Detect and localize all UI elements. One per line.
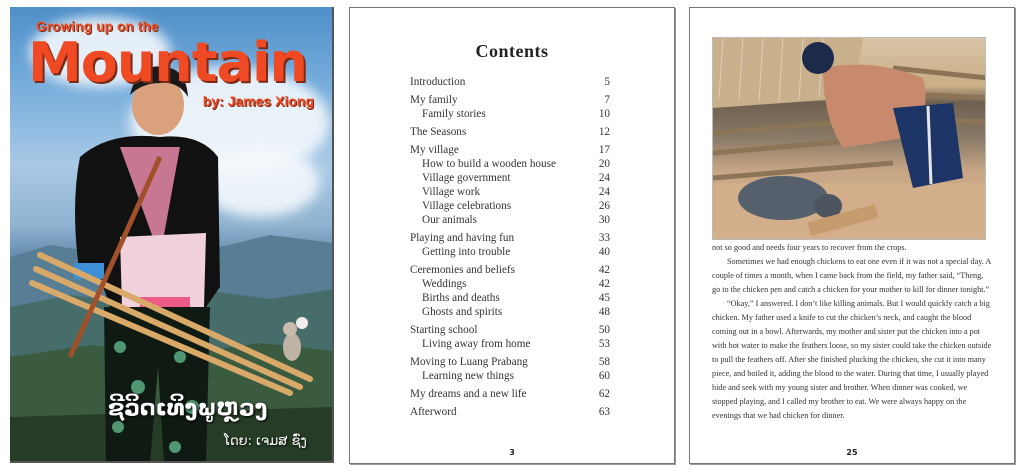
- toc-label: Playing and having fun: [410, 232, 515, 244]
- story-text: [712, 241, 992, 423]
- toc-label: Introduction: [410, 76, 466, 88]
- toc-page-number: 12: [598, 126, 610, 138]
- cover-lao-title: ຊີວິດເທິງພູຫຼວງ: [108, 396, 268, 421]
- toc-subentry[interactable]: [410, 369, 610, 383]
- toc-subentry[interactable]: [410, 185, 610, 199]
- toc-subentry[interactable]: [410, 199, 610, 213]
- toc-label: How to build a wooden house: [422, 158, 556, 170]
- toc-group: [410, 405, 610, 419]
- toc-group: [410, 125, 610, 139]
- toc-page-number: 17: [598, 144, 610, 156]
- toc-page-number: 42: [598, 278, 610, 290]
- story-paragraph: “Okay,” I answered. I don’t like killing animals. But I would quickly catch a big chicken. My father used a knife to cut the chicken’s neck, and caught the blood coming out in a bowl. Afterwards, my mother and sister put the chicken into a pot with hot water to make the feathers loose, so my sister could take the chicken outside to pull the feathers off. After she finished plucking the chicken, she cut it into many piece, and boiled it, adding the blood to the water. During that time, I usually played hide and seek with my young sister and brother. When dinner was cooked, we stopped playing, and I called my brother to eat. We were always happy on the evenings that we had chicken for dinner.: [712, 299, 992, 420]
- toc-label: My dreams and a new life: [410, 388, 527, 400]
- contents-heading: Contents: [475, 41, 549, 61]
- toc-page-number: 7: [604, 94, 610, 106]
- toc-page-number: 48: [598, 306, 610, 318]
- toc-entry[interactable]: [410, 387, 610, 401]
- toc-subentry[interactable]: [410, 291, 610, 305]
- cover-title: Mountain: [28, 31, 307, 94]
- toc-label: Our animals: [422, 214, 477, 226]
- toc-entry[interactable]: [410, 75, 610, 89]
- toc-page-number: 42: [598, 264, 610, 276]
- cover-subtitle: Growing up on the: [36, 19, 159, 34]
- page-number: 25: [846, 448, 858, 457]
- toc-subentry[interactable]: [410, 213, 610, 227]
- toc-group: [410, 75, 610, 89]
- toc-label: Living away from home: [422, 338, 531, 350]
- cover-author: by: James Xiong: [202, 93, 314, 109]
- toc-group: [410, 387, 610, 401]
- toc-page-number: 58: [598, 356, 610, 368]
- toc-entry[interactable]: [410, 263, 610, 277]
- toc-group: [410, 231, 610, 259]
- toc-label: My family: [410, 94, 458, 106]
- toc-page-number: 30: [598, 214, 610, 226]
- toc-group: [410, 93, 610, 121]
- story-paragraph: not so good and needs four years to recover from the crops.: [712, 243, 907, 252]
- toc-entry[interactable]: [410, 143, 610, 157]
- toc-page-number: 40: [598, 246, 610, 258]
- toc-page-number: 24: [598, 172, 610, 184]
- photo-scene: [713, 38, 986, 240]
- table-of-contents: [410, 75, 610, 423]
- toc-page-number: 63: [598, 406, 610, 418]
- toc-subentry[interactable]: [410, 107, 610, 121]
- story-page: [689, 7, 1015, 464]
- toc-label: My village: [410, 144, 459, 156]
- toc-label: Ghosts and spirits: [422, 306, 503, 318]
- toc-page-number: 62: [598, 388, 610, 400]
- toc-group: [410, 263, 610, 319]
- toc-subentry[interactable]: [410, 157, 610, 171]
- book-cover: [10, 7, 334, 463]
- toc-label: Births and deaths: [422, 292, 500, 304]
- toc-entry[interactable]: [410, 323, 610, 337]
- toc-subentry[interactable]: [410, 305, 610, 319]
- toc-entry[interactable]: [410, 355, 610, 369]
- story-paragraph: Sometimes we had enough chickens to eat one even if it was not a special day. A couple of times a month, when I came back from the field, my father said, “Theng, go to the chicken pen and catch a chicken for your mother to kill for dinner tonight.”: [712, 257, 991, 294]
- toc-page-number: 53: [598, 338, 610, 350]
- toc-label: Village celebrations: [422, 200, 512, 212]
- toc-page-number: 10: [598, 108, 610, 120]
- toc-page-number: 50: [598, 324, 610, 336]
- cover-lao-author: ໂດຍ: ເຈມສ ຊົ່ງ: [224, 434, 307, 449]
- toc-page-number: 20: [598, 158, 610, 170]
- toc-entry[interactable]: [410, 405, 610, 419]
- toc-group: [410, 355, 610, 383]
- photo-boy-feeding-pig: [712, 37, 986, 240]
- toc-page-number: 5: [604, 76, 610, 88]
- toc-label: The Seasons: [410, 126, 467, 138]
- toc-page-number: 26: [598, 200, 610, 212]
- toc-label: Learning new things: [422, 370, 514, 382]
- mouse-illustration: [283, 317, 308, 361]
- toc-label: Afterword: [410, 406, 457, 418]
- toc-label: Starting school: [410, 324, 478, 336]
- toc-label: Village government: [422, 172, 511, 184]
- toc-entry[interactable]: [410, 231, 610, 245]
- toc-page-number: 24: [598, 186, 610, 198]
- toc-label: Moving to Luang Prabang: [410, 356, 528, 368]
- toc-page-number: 45: [598, 292, 610, 304]
- toc-label: Village work: [422, 186, 481, 198]
- toc-label: Getting into trouble: [422, 246, 511, 258]
- toc-subentry[interactable]: [410, 337, 610, 351]
- toc-label: Family stories: [422, 108, 486, 120]
- toc-group: [410, 143, 610, 227]
- toc-label: Ceremonies and beliefs: [410, 264, 516, 276]
- toc-page-number: 33: [598, 232, 610, 244]
- toc-label: Weddings: [422, 278, 467, 290]
- toc-page-number: 60: [598, 370, 610, 382]
- toc-entry[interactable]: [410, 125, 610, 139]
- toc-subentry[interactable]: [410, 277, 610, 291]
- page-number: 3: [509, 448, 515, 457]
- contents-page: [349, 7, 675, 464]
- toc-subentry[interactable]: [410, 171, 610, 185]
- toc-subentry[interactable]: [410, 245, 610, 259]
- toc-entry[interactable]: [410, 93, 610, 107]
- toc-group: [410, 323, 610, 351]
